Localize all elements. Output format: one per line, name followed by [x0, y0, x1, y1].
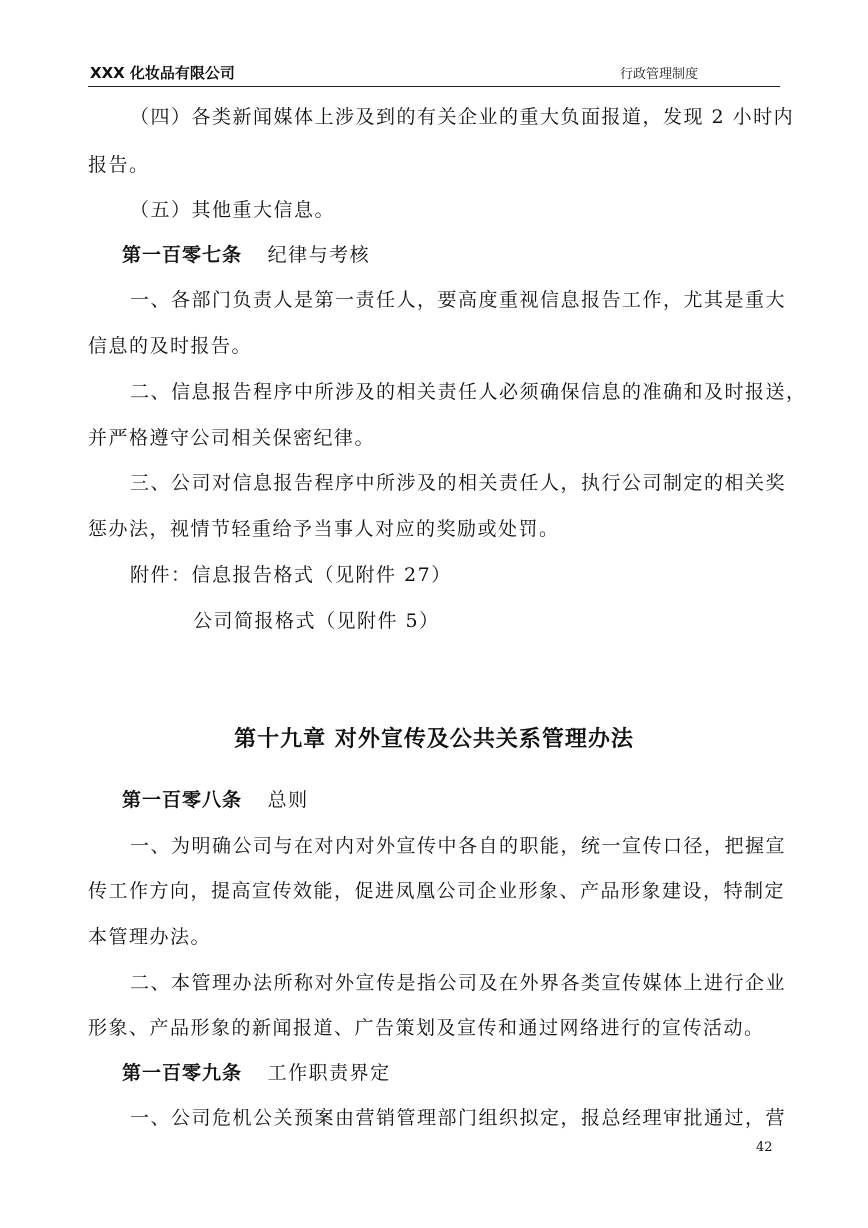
article-number: 第一百零八条 [122, 789, 243, 811]
article-title: 纪律与考核 [267, 244, 371, 266]
paragraph-line: （五）其他重大信息。 [130, 199, 336, 221]
attachment-line: 公司简报格式（见附件 5） [193, 610, 440, 632]
chapter-title: 第十九章 对外宣传及公共关系管理办法 [234, 727, 634, 752]
article-heading [122, 240, 822, 267]
article-heading [122, 1058, 822, 1085]
paragraph-line: 并严格遵守公司相关保密纪律。 [88, 427, 376, 449]
header-divider [88, 86, 780, 87]
paragraph-line: 二、本管理办法所称对外宣传是指公司及在外界各类宣传媒体上进行企业 [130, 972, 787, 994]
paragraph-line: 本管理办法。 [88, 926, 212, 948]
paragraph-line: 传工作方向，提高宣传效能，促进凤凰公司企业形象、产品形象建设，特制定 [88, 880, 786, 902]
page-number: 42 [756, 1140, 773, 1155]
article-number: 第一百零七条 [122, 244, 243, 266]
paragraph-line: 三、公司对信息报告程序中所涉及的相关责任人，执行公司制定的相关奖 [130, 472, 787, 494]
paragraph-line: 一、各部门负责人是第一责任人，要高度重视信息报告工作，尤其是重大 [130, 289, 787, 311]
article-title: 工作职责界定 [267, 1062, 391, 1084]
paragraph-line: 形象、产品形象的新闻报道、广告策划及宣传和通过网络进行的宣传活动。 [88, 1017, 765, 1039]
paragraph-line: 惩办法，视情节轻重给予当事人对应的奖励或处罚。 [88, 518, 560, 540]
paragraph-line: 二、信息报告程序中所涉及的相关责任人必须确保信息的准确和及时报送， [130, 381, 807, 403]
attachment-line: 附件：信息报告格式（见附件 27） [130, 564, 452, 586]
paragraph-line: 一、公司危机公关预案由营销管理部门组织拟定，报总经理审批通过，营 [130, 1107, 787, 1129]
document-title: 行政管理制度 [620, 67, 699, 82]
paragraph-line: 报告。 [88, 154, 150, 176]
article-title: 总则 [267, 789, 309, 811]
article-heading [122, 785, 822, 812]
article-number: 第一百零九条 [122, 1062, 243, 1084]
paragraph-line: 信息的及时报告。 [88, 335, 253, 357]
paragraph-line: 一、为明确公司与在对内对外宣传中各自的职能，统一宣传口径，把握宣 [130, 835, 787, 857]
paragraph-line: （四）各类新闻媒体上涉及到的有关企业的重大负面报道，发现 2 小时内 [130, 106, 795, 128]
company-name: XXX 化妆品有限公司 [90, 64, 235, 82]
